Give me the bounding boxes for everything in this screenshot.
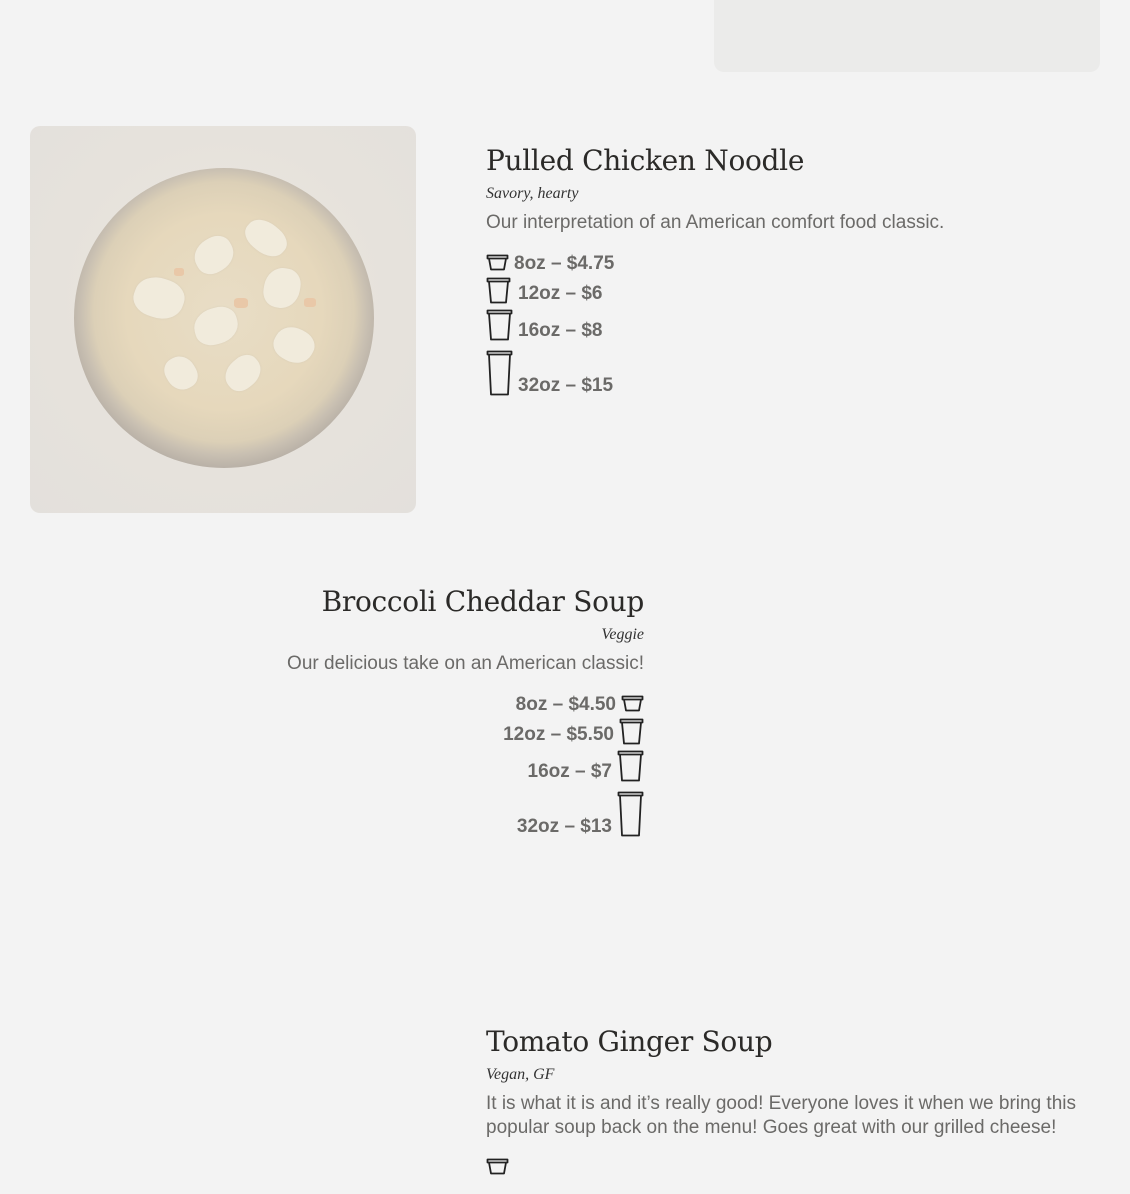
size-option-16oz bbox=[486, 309, 1106, 341]
cup-8oz-icon bbox=[486, 1158, 509, 1175]
size-option-32oz bbox=[486, 350, 1106, 396]
size-option-8oz bbox=[486, 253, 1106, 274]
item-tags: Veggie bbox=[601, 626, 644, 643]
bowl-image bbox=[74, 168, 374, 468]
item-description: It is what it is and it’s really good! Everyone loves it when we bring this popular soup back on the menu! Goes great with our grilled cheese! bbox=[486, 1093, 1076, 1138]
item-title: Pulled Chicken Noodle bbox=[486, 144, 805, 177]
size-label: 8oz – $4.75 bbox=[514, 253, 615, 274]
cup-16oz-icon bbox=[617, 750, 644, 782]
soup-photo-top bbox=[714, 0, 1100, 72]
size-list bbox=[486, 1158, 1086, 1175]
size-list bbox=[486, 254, 1106, 396]
cup-8oz-icon bbox=[621, 695, 644, 712]
size-label: 32oz – $13 bbox=[516, 816, 612, 837]
cup-12oz-icon bbox=[486, 277, 511, 304]
menu-item-pulled-chicken-noodle bbox=[486, 144, 1106, 396]
size-option-8oz bbox=[486, 1158, 1086, 1175]
item-tags: Savory, hearty bbox=[486, 185, 579, 202]
size-option-12oz bbox=[486, 277, 1106, 304]
cup-32oz-icon bbox=[617, 791, 644, 837]
size-label: 32oz – $15 bbox=[518, 375, 614, 396]
size-label: 16oz – $8 bbox=[518, 320, 603, 341]
item-description: Our interpretation of an American comfort food classic. bbox=[486, 212, 945, 233]
item-title: Tomato Ginger Soup bbox=[486, 1025, 773, 1058]
size-label: 12oz – $6 bbox=[518, 283, 603, 304]
size-option-12oz bbox=[220, 718, 644, 745]
size-label: 12oz – $5.50 bbox=[503, 724, 614, 745]
cup-8oz-icon bbox=[486, 254, 509, 271]
size-label: 8oz – $4.50 bbox=[515, 694, 616, 715]
menu-item-tomato-ginger-soup bbox=[486, 1025, 1086, 1175]
size-option-32oz bbox=[220, 791, 644, 837]
cup-32oz-icon bbox=[486, 350, 513, 396]
cup-16oz-icon bbox=[486, 309, 513, 341]
size-list bbox=[220, 695, 644, 837]
size-label: 16oz – $7 bbox=[527, 761, 612, 782]
menu-item-broccoli-cheddar-soup bbox=[220, 585, 644, 837]
size-option-16oz bbox=[220, 750, 644, 782]
item-description: Our delicious take on an American classic! bbox=[287, 653, 644, 674]
size-option-8oz bbox=[220, 694, 644, 715]
item-tags: Vegan, GF bbox=[486, 1066, 555, 1083]
cup-12oz-icon bbox=[619, 718, 644, 745]
item-title: Broccoli Cheddar Soup bbox=[321, 585, 644, 618]
chicken-noodle-photo bbox=[30, 126, 416, 513]
